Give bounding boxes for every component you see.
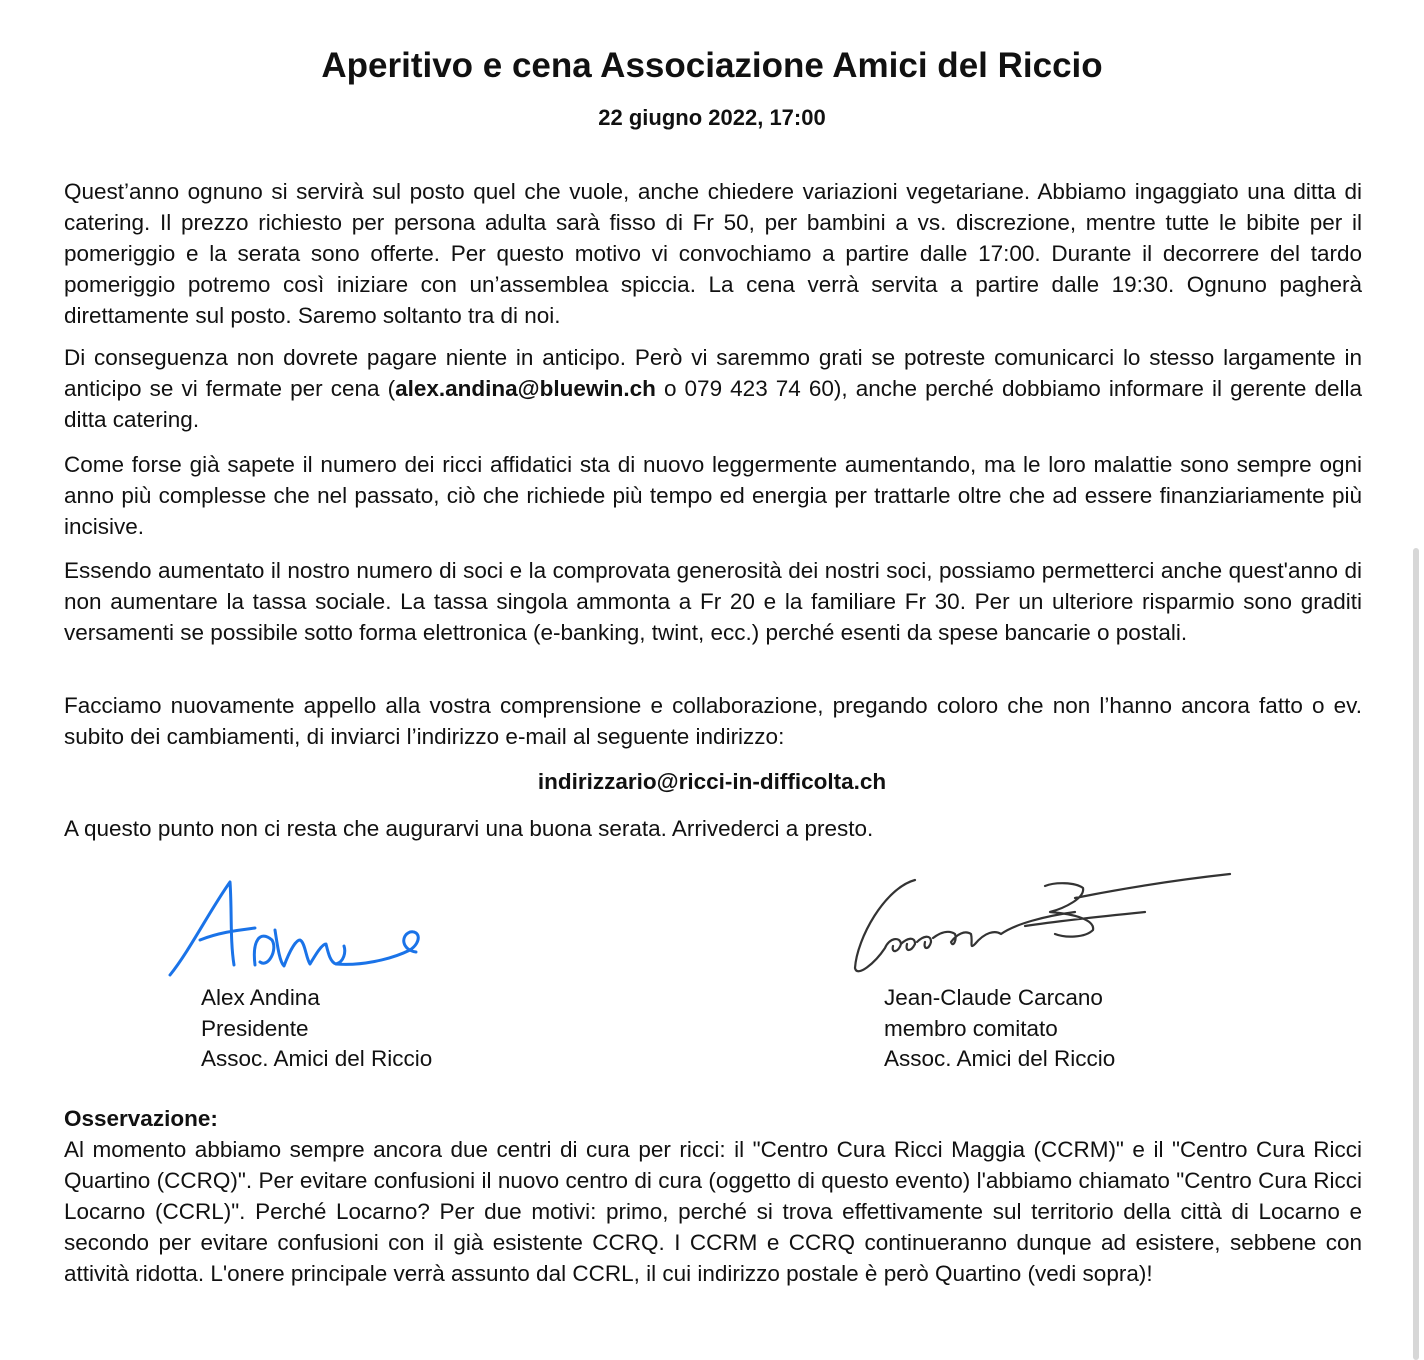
vertical-scrollbar[interactable] xyxy=(1413,548,1419,1360)
paragraph-payment-before: Di conseguenza non dovrete pagare niente in anticipo. Però vi saremmo grati se potreste comunicarci lo stesso largamente in anticipo se vi fermate per cena ( xyxy=(64,345,1362,401)
signatory-block-carcano xyxy=(884,983,1115,1075)
signatory-org: Assoc. Amici del Riccio xyxy=(884,1046,1116,1071)
observation-text: Al momento abbiamo sempre ancora due centri di cura per ricci: il "Centro Cura Ricci Maggia (CCRM)" e il "Centro Cura Ricci Quartino (CCRQ)". Per evitare confusioni il nuovo centro di cura (oggetto di questo evento) l'abbiamo chiamato "Centro Cura Ricci Locarno (CCRL)". Perché Locarno? Per due motivi: primo, perché si trova effettivamente sul territorio della città di Locarno e secondo per evitare confusioni con il già esistente CCRQ. I CCRM e CCRQ continueranno dunque ad esistere, sebbene con attività ridotta. L'onere principale verrà assunto dal CCRL, il cui indirizzo postale è però Quartino (vedi sopra)! xyxy=(64,1137,1362,1286)
signatory-name: Jean-Claude Carcano xyxy=(884,985,1103,1010)
event-date: 22 giugno 2022, 17:00 xyxy=(598,105,826,130)
signatory-org: Assoc. Amici del Riccio xyxy=(201,1046,433,1071)
signatory-role: Presidente xyxy=(201,1015,309,1041)
document-title: Aperitivo e cena Associazione Amici del Riccio xyxy=(321,46,1103,85)
signature-carcano xyxy=(845,868,1235,983)
paragraph-closing: A questo punto non ci resta che augurarvi una buona serata. Arrivederci a presto. xyxy=(64,816,874,841)
signature-andina xyxy=(160,870,440,990)
paragraph-payment xyxy=(64,342,1362,435)
signatory-role: membro comitato xyxy=(884,1015,1058,1041)
paragraph-catering: Quest’anno ognuno si servirà sul posto quel che vuole, anche chiedere variazioni vegetariane. Abbiamo ingaggiato una ditta di catering. Il prezzo richiesto per persona adulta sarà fisso di Fr 50, per bambini a vs. discrezione, mentre tutte le bibite per il pomeriggio e la serata sono offerte. Per questo motivo vi convochiamo a partire dalle 17:00. Durante il decorrere del tardo pomeriggio potremo così iniziare con un’assemblea spiccia. La cena verrà servita a partire dalle 19:30. Ognuno pagherà direttamente sul posto. Saremo soltanto tra di noi. xyxy=(64,179,1362,328)
paragraph-hedgehogs: Come forse già sapete il numero dei ricci affidatici sta di nuovo leggermente aumentando, ma le loro malattie sono sempre ogni anno più complesse che nel passato, ciò che richiede più tempo ed energia per trattarle oltre che ad essere finanziariamente più incisive. xyxy=(64,452,1362,539)
paragraph-appeal: Facciamo nuovamente appello alla vostra comprensione e collaborazione, pregando coloro che non l’hanno ancora fatto o ev. subito dei cambiamenti, di inviarci l’indirizzo e-mail al seguente indirizzo: xyxy=(64,693,1362,749)
paragraph-payment-after: o 079 423 74 60), anche perché dobbiamo informare il gerente della ditta catering. xyxy=(64,376,1362,432)
paragraph-membership-fee: Essendo aumentato il nostro numero di soci e la comprovata generosità dei nostri soci, possiamo permetterci anche quest'anno di non aumentare la tassa sociale. La tassa singola ammonta a Fr 20 e la familiare Fr 30. Per un ulteriore risparmio sono graditi versamenti se possibile sotto forma elettronica (e-banking, twint, ecc.) perché esenti da spese bancarie o postali. xyxy=(64,558,1362,645)
signatory-block-andina xyxy=(201,983,432,1075)
observation-heading: Osservazione: xyxy=(64,1106,218,1131)
signatory-name: Alex Andina xyxy=(201,985,320,1010)
contact-email-link[interactable]: alex.andina@bluewin.ch xyxy=(395,376,656,401)
address-email-link[interactable]: indirizzario@ricci-in-difficolta.ch xyxy=(537,769,887,794)
